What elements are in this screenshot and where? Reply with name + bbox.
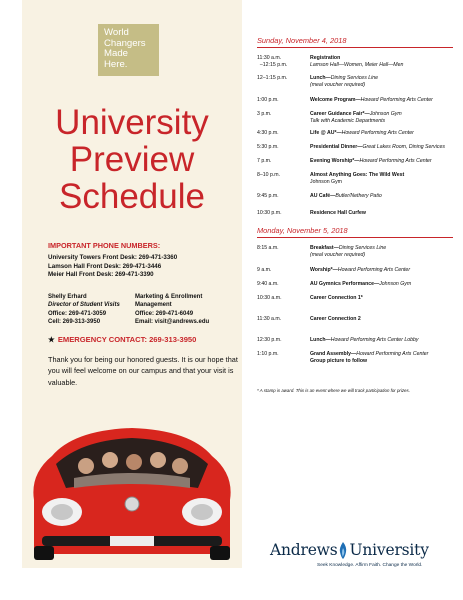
contact-email[interactable]: Email: visit@andrews.edu: [135, 319, 210, 326]
event-info: [310, 130, 456, 137]
logo-word-left: Andrews: [270, 541, 338, 559]
contact-right: [135, 293, 209, 327]
event-time: 8–10 p.m.: [257, 172, 281, 178]
event-location: Howard Performing Arts Center: [341, 130, 414, 136]
event-sub: (meal voucher required): [310, 81, 366, 88]
event-time: 4:30 p.m.: [257, 130, 279, 136]
event-title: Registration: [310, 55, 341, 61]
event-title: Grand Assembly—: [310, 351, 357, 357]
event-title: Worship*—: [310, 267, 338, 273]
event-title: Career Connection 1*: [310, 295, 363, 301]
phones-heading: IMPORTANT PHONE NUMBERS:: [48, 241, 161, 250]
contact-name: Shelly Erhard: [48, 294, 87, 300]
contact-cell: Cell: 269-313-3950: [48, 319, 101, 326]
slogan-line: Here.: [104, 58, 128, 70]
event-info: [310, 111, 456, 124]
contact-left: [48, 293, 120, 327]
event-info: [310, 144, 456, 151]
slogan-line: World: [104, 27, 129, 38]
event-sub: Lamson Hall—Women, Meier Hall—Men: [310, 61, 404, 68]
event-sub: (meal voucher required): [310, 251, 366, 258]
red-car-photo: [22, 404, 242, 568]
event-info: [310, 351, 456, 364]
event-title: Presidential Dinner—: [310, 144, 363, 150]
event-info: [310, 245, 456, 258]
event-info: [310, 75, 456, 88]
event-time: 12:30 p.m.: [257, 337, 282, 343]
title-line-2: Preview: [69, 140, 195, 179]
event-title: Career Connection 2: [310, 316, 361, 322]
event-info: [310, 55, 456, 68]
phone-line: University Towers Front Desk: 269-471-3360: [48, 253, 178, 261]
event-location: Howard Performing Arts Center Lobby: [330, 337, 419, 343]
event-title: Welcome Program—: [310, 97, 361, 103]
event-time: 11:30 a.m. –12:15 p.m.: [257, 55, 288, 68]
event-time: 9:45 p.m.: [257, 193, 279, 199]
event-time: 8:15 a.m.: [257, 245, 279, 251]
event-location: Howard Performing Arts Center: [337, 267, 411, 273]
event-location: Johnson Gym: [379, 281, 412, 287]
contact-dept: Marketing & Enrollment: [135, 294, 203, 300]
event-info: [310, 337, 456, 344]
event-title: Almost Anything Goes: The Wild West: [310, 172, 405, 178]
logo-word-right: University: [349, 541, 429, 559]
event-time: 3 p.m.: [257, 111, 272, 117]
title-line-1: University: [55, 103, 209, 142]
event-info: [310, 158, 456, 165]
event-title: Lunch—: [310, 75, 331, 81]
event-info: [310, 295, 456, 302]
event-info: [310, 281, 456, 288]
event-time: 1:00 p.m.: [257, 97, 279, 103]
event-time: 10:30 p.m.: [257, 210, 282, 216]
event-title: Evening Worship*—: [310, 158, 360, 164]
event-title: Life @ AU*—: [310, 130, 342, 136]
event-info: [310, 267, 456, 274]
event-info: [310, 97, 456, 104]
event-info: [310, 172, 456, 185]
event-title: Residence Hall Curfew: [310, 210, 366, 216]
divider: [257, 237, 453, 238]
event-time: 12–1:15 p.m.: [257, 75, 288, 81]
event-title: Breakfast—: [310, 245, 339, 251]
event-location: Dining Services Line: [338, 245, 387, 251]
day-heading: Monday, November 5, 2018: [257, 226, 348, 235]
event-info: [310, 210, 456, 217]
contact-office: Office: 269-471-3059: [48, 310, 107, 317]
event-time: 11:30 a.m.: [257, 316, 282, 322]
contact-office: Office: 269-471-6049: [135, 310, 194, 317]
slogan-line: Changers: [104, 37, 146, 49]
contact-role: Director of Student Visits: [48, 302, 120, 309]
event-sub: Talk with Academic Departments: [310, 117, 386, 124]
phone-line: Lamson Hall Front Desk: 269-471-3446: [48, 262, 162, 270]
event-title: AU Café—: [310, 193, 336, 199]
phone-numbers: [48, 242, 177, 280]
footnote: * A stamp is award. This is an event where we will track participation for prizes.: [257, 388, 410, 393]
event-info: [310, 193, 456, 200]
event-location: Howard Performing Arts Center: [360, 97, 433, 103]
event-sub: Johnson Gym: [310, 178, 343, 185]
emergency-text: EMERGENCY CONTACT: 269-313-3950: [57, 335, 197, 344]
slogan-badge: [98, 24, 159, 76]
event-sub: Group picture to follow: [310, 357, 368, 364]
divider: [257, 47, 453, 48]
title-line-3: Schedule: [59, 177, 205, 216]
emergency-contact: [48, 335, 196, 344]
event-location: Howard Performing Arts Center: [359, 158, 432, 164]
logo-tagline: Seek Knowledge. Affirm Faith. Change the World.: [317, 563, 423, 568]
left-panel: [22, 0, 242, 568]
event-time: 1:10 p.m.: [257, 351, 279, 357]
event-title: Career Guidance Fair*—: [310, 111, 370, 117]
event-time: 9:40 a.m.: [257, 281, 279, 287]
event-location: Dining Services Line: [330, 75, 379, 81]
phone-line: Meier Hall Front Desk: 269-471-3390: [48, 271, 154, 279]
contact-dept-2: Management: [135, 302, 172, 309]
event-title: Lunch—: [310, 337, 331, 343]
day-heading: Sunday, November 4, 2018: [257, 36, 347, 45]
slogan-line: Made: [104, 48, 128, 59]
thank-you-note: Thank you for being our honored guests. It is our hope that you will feel welcome on our campus and that your visit is valuable.: [48, 355, 238, 387]
andrews-university-logo: [270, 541, 455, 581]
event-title: AU Gymnics Performance—: [310, 281, 380, 287]
event-location: Great Lakes Room, Dining Services: [362, 144, 445, 150]
event-time: 10:30 a.m.: [257, 295, 282, 301]
event-location: Johnson Gym: [369, 111, 402, 117]
event-location: Butler/Nethery Patio: [335, 193, 382, 199]
logo-wordmark: [270, 541, 429, 559]
flame-icon: [338, 542, 348, 559]
event-location: Howard Performing Arts Center: [356, 351, 429, 357]
event-time: 5:30 p.m.: [257, 144, 279, 150]
event-time: 9 a.m.: [257, 267, 272, 273]
event-info: [310, 316, 456, 323]
event-time: 7 p.m.: [257, 158, 272, 164]
star-icon: ★: [48, 335, 55, 344]
